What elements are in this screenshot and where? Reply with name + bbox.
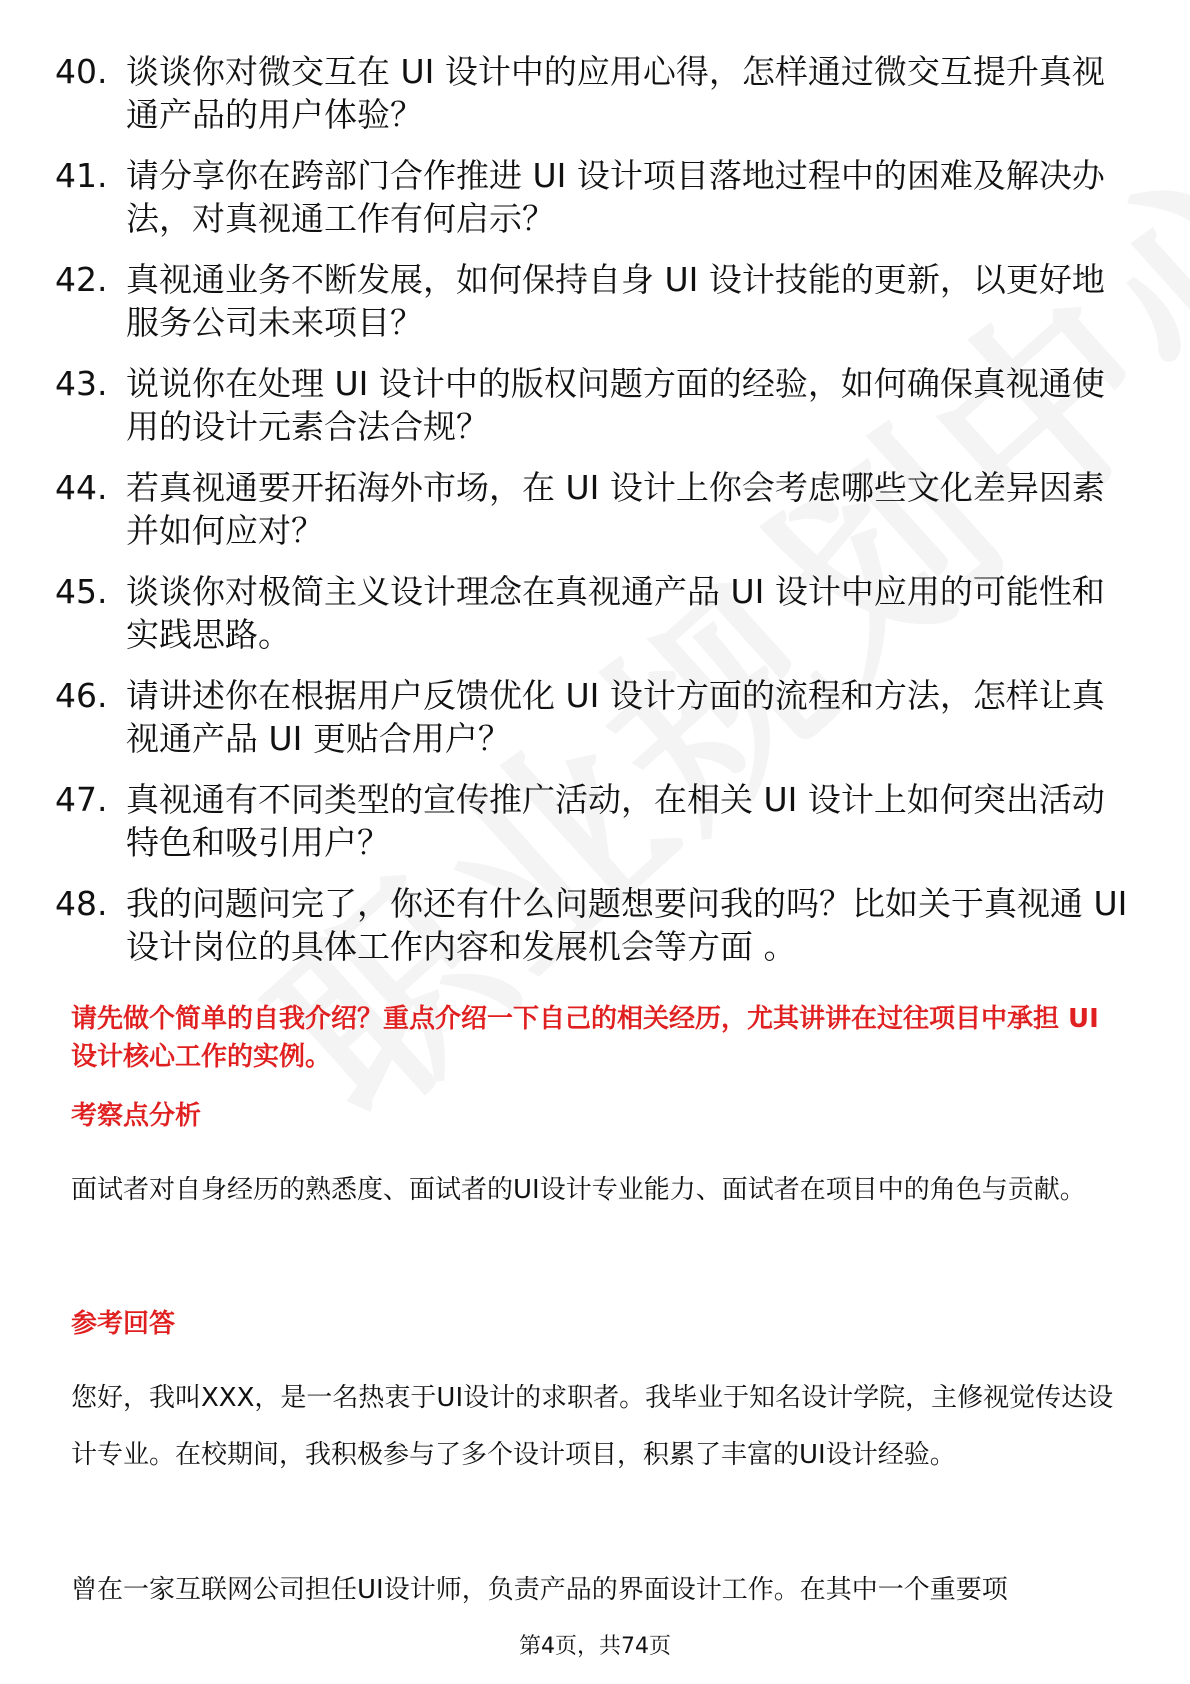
list-item	[55, 466, 1135, 552]
question-number: 45.	[55, 572, 108, 611]
question-text: 我的问题问完了，你还有什么问题想要问我的吗？比如关于真视通 UI 设计岗位的具体工作内容和发展机会等方面 。	[126, 884, 1128, 966]
question-number: 41.	[55, 156, 108, 195]
question-number: 47.	[55, 780, 108, 819]
question-number: 46.	[55, 676, 108, 715]
list-item	[55, 882, 1135, 968]
question-text: 真视通有不同类型的宣传推广活动，在相关 UI 设计上如何突出活动特色和吸引用户？	[126, 780, 1105, 862]
question-text: 真视通业务不断发展，如何保持自身 UI 设计技能的更新，以更好地服务公司未来项目？	[126, 260, 1105, 342]
question-list	[55, 50, 1135, 986]
list-item	[55, 258, 1135, 344]
question-text: 谈谈你对极简主义设计理念在真视通产品 UI 设计中应用的可能性和实践思路。	[126, 572, 1105, 654]
reference-paragraph-2: 曾在一家互联网公司担任UI设计师，负责产品的界面设计工作。在其中一个重要项	[71, 1575, 1008, 1605]
question-text: 说说你在处理 UI 设计中的版权问题方面的经验，如何确保真视通使用的设计元素合法合规？	[126, 364, 1105, 446]
question-number: 44.	[55, 468, 108, 507]
question-number: 48.	[55, 884, 108, 923]
question-number: 40.	[55, 52, 108, 91]
analysis-body: 面试者对自身经历的熟悉度、面试者的UI设计专业能力、面试者在项目中的角色与贡献。	[71, 1175, 1086, 1205]
question-text: 若真视通要开拓海外市场，在 UI 设计上你会考虑哪些文化差异因素并如何应对？	[126, 468, 1105, 550]
reference-paragraph-1: 您好，我叫XXX，是一名热衷于UI设计的求职者。我毕业于知名设计学院，主修视觉传达设计专业。在校期间，我积极参与了多个设计项目，积累了丰富的UI设计经验。	[71, 1383, 1114, 1470]
page-footer: 第4页，共74页	[519, 1634, 671, 1659]
list-item	[55, 778, 1135, 864]
reference-heading: 参考回答	[71, 1309, 176, 1339]
analysis-heading: 考察点分析	[71, 1101, 202, 1131]
list-item	[55, 154, 1135, 240]
question-text: 谈谈你对微交互在 UI 设计中的应用心得，怎样通过微交互提升真视通产品的用户体验？	[126, 52, 1105, 134]
list-item	[55, 50, 1135, 136]
highlight-question: 请先做个简单的自我介绍？重点介绍一下自己的相关经历，尤其讲讲在过往项目中承担 UI 设计核心工作的实例。	[71, 1004, 1099, 1072]
list-item	[55, 570, 1135, 656]
list-item	[55, 674, 1135, 760]
question-text: 请讲述你在根据用户反馈优化 UI 设计方面的流程和方法，怎样让真视通产品 UI 更贴合用户？	[126, 676, 1105, 758]
list-item	[55, 362, 1135, 448]
question-number: 42.	[55, 260, 108, 299]
question-text: 请分享你在跨部门合作推进 UI 设计项目落地过程中的困难及解决办法，对真视通工作有何启示？	[126, 156, 1105, 238]
question-number: 43.	[55, 364, 108, 403]
